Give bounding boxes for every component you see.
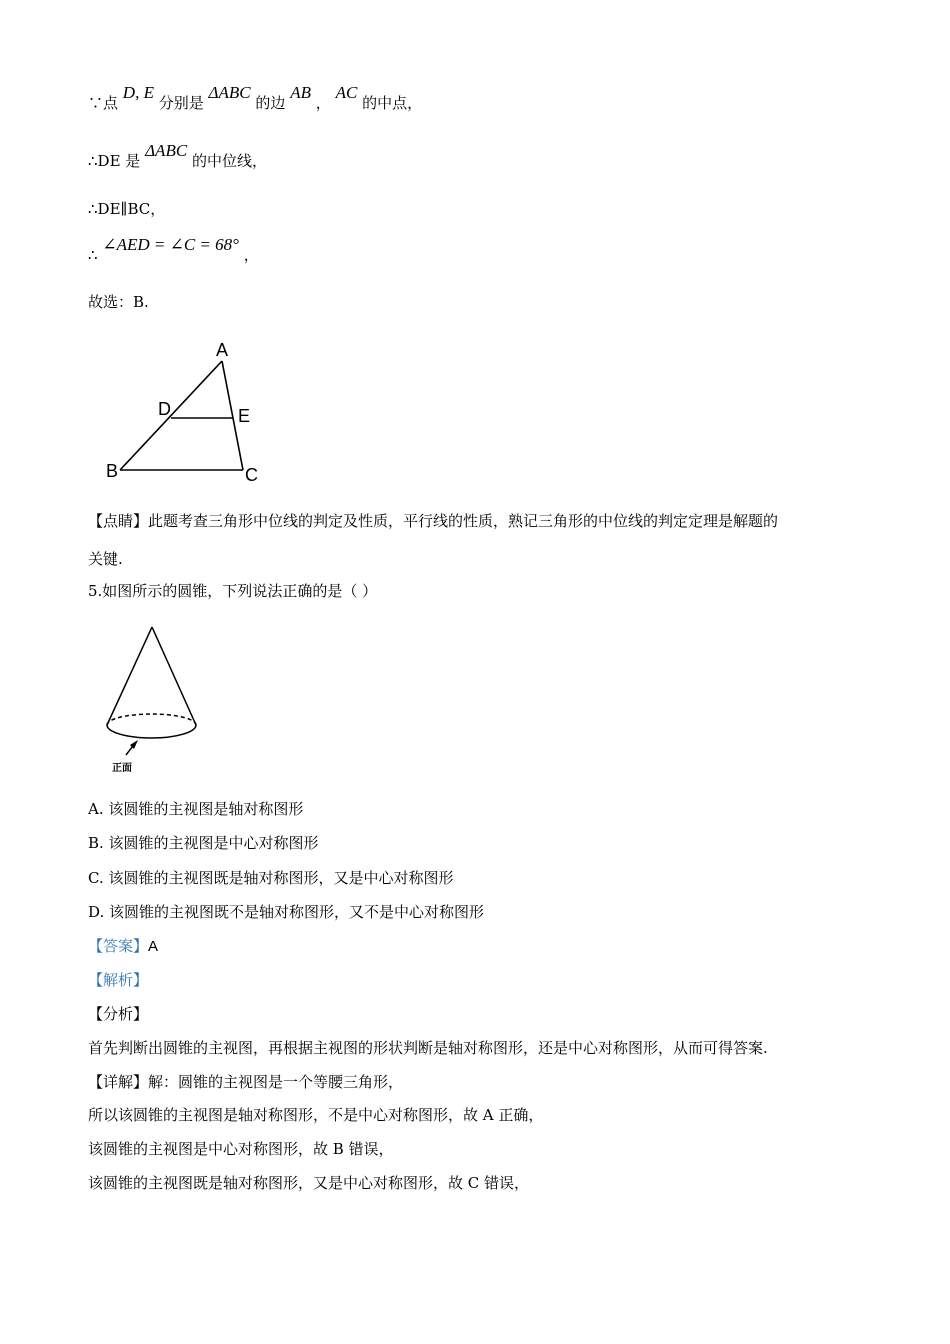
label-b: B	[106, 461, 119, 481]
label-a: A	[216, 340, 229, 360]
option-b: B. 该圆锥的主视图是中心对称图形	[88, 834, 319, 852]
text-de-is: ∴DE 是	[88, 152, 141, 170]
math-angle-equation: ∠AED = ∠C = 68°	[102, 235, 239, 254]
text-fenbieshi: 分别是	[158, 94, 204, 112]
math-points: D, E	[122, 83, 154, 102]
solution-choice: 故选：B.	[88, 293, 149, 311]
solution-line-4	[88, 235, 259, 265]
cone-figure	[100, 622, 210, 777]
fenxi-label: 【分析】	[88, 1005, 149, 1023]
text-midpoint: 的中点，	[362, 94, 423, 112]
text-debian: 的边	[255, 94, 286, 112]
cone-base-front	[107, 725, 196, 738]
text-comma-2: ，	[243, 246, 259, 264]
label-e: E	[238, 406, 251, 426]
cone-left-slant	[107, 627, 152, 725]
because-text: ∵点	[88, 94, 119, 112]
question-5-stem: 5.如图所示的圆锥，下列说法正确的是（ ）	[88, 582, 378, 600]
option-c: C. 该圆锥的主视图既是轴对称图形，又是中心对称图形	[88, 869, 454, 887]
dianjing-line-2: 关键.	[88, 550, 123, 568]
answer-value: A	[148, 938, 159, 955]
answer-label: 【答案】	[88, 937, 149, 955]
solution-line-2	[88, 141, 267, 171]
triangle-figure	[100, 336, 270, 486]
solution-line-1	[88, 83, 423, 113]
text-comma: ，	[315, 94, 331, 112]
front-caption: 正面	[112, 763, 132, 774]
math-triangle-2: ΔABC	[145, 141, 188, 160]
detail-line-2: 所以该圆锥的主视图是轴对称图形，不是中心对称图形，故 A 正确，	[88, 1106, 544, 1124]
math-side-ac: AC	[335, 83, 358, 102]
fenxi-text: 首先判断出圆锥的主视图，再根据主视图的形状判断是轴对称图形，还是中心对称图形，从而可得答案.	[88, 1039, 768, 1057]
answer-line	[88, 935, 158, 956]
edge-ab	[120, 361, 222, 470]
label-d: D	[158, 399, 171, 419]
cone-right-slant	[152, 627, 196, 725]
detail-line-3: 该圆锥的主视图是中心对称图形，故 B 错误，	[88, 1140, 394, 1158]
analysis-label: 【解析】	[88, 971, 149, 989]
option-a: A. 该圆锥的主视图是轴对称图形	[88, 800, 304, 818]
text-midline: 的中位线，	[191, 152, 267, 170]
dianjing-line-1: 【点睛】此题考查三角形中位线的判定及性质，平行线的性质，熟记三角形的中位线的判定定理是解题的	[88, 512, 779, 530]
detail-line-1: 【详解】解：圆锥的主视图是一个等腰三角形，	[88, 1073, 404, 1091]
math-side-ab: AB	[290, 83, 311, 102]
option-d: D. 该圆锥的主视图既不是轴对称图形，又不是中心对称图形	[88, 903, 485, 921]
therefore-symbol: ∴	[88, 246, 98, 264]
solution-line-3: ∴DE∥BC，	[88, 200, 166, 218]
math-triangle: ΔABC	[208, 83, 251, 102]
label-c: C	[245, 465, 258, 485]
cone-base-back	[107, 714, 196, 725]
detail-line-4: 该圆锥的主视图既是轴对称图形，又是中心对称图形，故 C 错误，	[88, 1174, 530, 1192]
